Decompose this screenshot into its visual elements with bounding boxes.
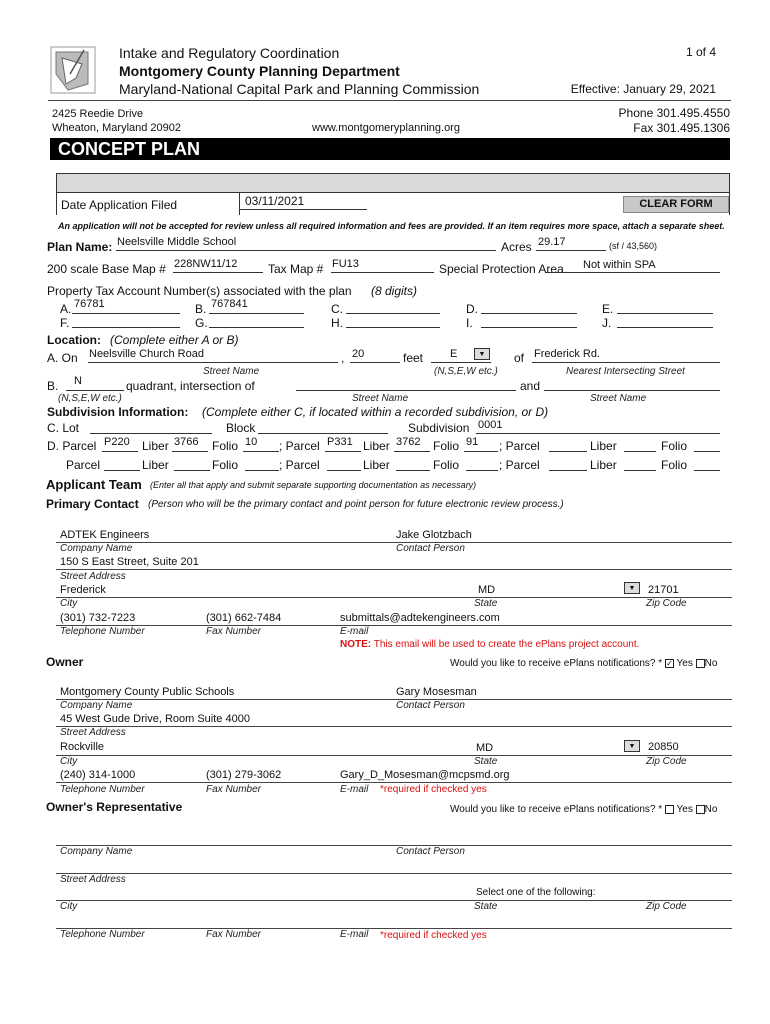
owner-required-note: *required if checked yes (380, 784, 487, 795)
owner-no-checkbox[interactable] (696, 659, 705, 668)
date-filed-label: Date Application Filed (61, 198, 178, 212)
owner-email-input[interactable]: Gary_D_Mosesman@mcpsmd.org (340, 769, 510, 781)
owner-city-input[interactable]: Rockville (60, 741, 105, 753)
liber-1-input[interactable]: 3766 (174, 436, 199, 448)
base-map-label: 200 scale Base Map # (47, 262, 166, 276)
primary-company-input[interactable]: ADTEK Engineers (60, 529, 150, 541)
chevron-down-icon[interactable]: ▼ (624, 740, 640, 752)
owner-company-input[interactable]: Montgomery County Public Schools (60, 686, 235, 698)
location-note: (Complete either A or B) (110, 333, 239, 347)
tax-account-d[interactable] (481, 313, 577, 314)
parcel-3-input[interactable] (549, 451, 587, 452)
owner-phone-input[interactable]: (240) 314-1000 (60, 769, 136, 781)
primary-contact-label: Primary Contact (46, 497, 139, 511)
primary-fax-input[interactable]: (301) 662-7484 (206, 612, 282, 624)
parcel-6-input[interactable] (549, 470, 587, 471)
header-line1: Intake and Regulatory Coordination (119, 45, 340, 61)
primary-city-input[interactable]: Frederick (60, 584, 106, 596)
page-number: 1 of 4 (685, 45, 716, 59)
header-divider (48, 100, 731, 101)
block-input[interactable] (258, 433, 388, 434)
primary-state-select[interactable]: MD (478, 584, 496, 596)
location-feet-input[interactable]: 20 (352, 348, 365, 360)
nearest-street-input[interactable]: Frederick Rd. (534, 348, 601, 360)
intersection-street2-input[interactable] (544, 390, 720, 391)
page-title: CONCEPT PLAN (58, 139, 201, 159)
tax-account-c[interactable] (346, 313, 440, 314)
primary-phone-input[interactable]: (301) 732-7223 (60, 612, 136, 624)
spa-input[interactable]: Not within SPA (583, 259, 656, 271)
liber-3-input[interactable] (624, 451, 656, 452)
tax-account-f[interactable] (72, 327, 180, 328)
department-name: Montgomery County Planning Department (119, 63, 400, 79)
folio-6-input[interactable] (694, 470, 720, 471)
liber-6-input[interactable] (624, 470, 656, 471)
owner-contact-input[interactable]: Gary Mosesman (396, 686, 477, 698)
rep-street-input[interactable] (56, 873, 732, 874)
plan-name-label: Plan Name: (47, 240, 113, 254)
tax-account-label: Property Tax Account Number(s) associated with the plan (47, 284, 352, 298)
tax-account-e[interactable] (617, 313, 713, 314)
liber-5-input[interactable] (396, 470, 430, 471)
location-street-input[interactable]: Neelsville Church Road (89, 348, 204, 360)
liber-2-input[interactable]: 3762 (396, 436, 421, 448)
parcel-4-input[interactable] (104, 470, 140, 471)
folio-5-input[interactable] (466, 470, 498, 471)
tax-account-j[interactable] (617, 327, 713, 328)
title-bar (50, 138, 730, 160)
intersection-street1-input[interactable] (296, 390, 516, 391)
rep-no-checkbox[interactable] (696, 805, 705, 814)
rep-phone-input[interactable] (56, 928, 732, 929)
notice-text: An application will not be accepted for review unless all required information and fees are provided. If an item requires more space, attach a separate sheet. (58, 221, 725, 231)
effective-date: Effective: January 29, 2021 (570, 82, 716, 96)
folio-3-input[interactable] (694, 451, 720, 452)
date-filed-box (56, 173, 730, 215)
quadrant-input[interactable]: N (74, 375, 82, 387)
subdivision-label: Subdivision Information: (47, 405, 189, 419)
parcel-5-input[interactable] (327, 470, 361, 471)
subdivision-note: (Complete either C, if located within a recorded subdivision, or D) (202, 405, 549, 419)
owner-zip-input[interactable]: 20850 (648, 741, 679, 753)
tax-account-note: (8 digits) (371, 284, 418, 298)
mncppc-logo-icon (48, 44, 98, 96)
acres-label: Acres (501, 240, 532, 254)
base-map-input[interactable]: 228NW11/12 (174, 258, 238, 270)
primary-contact-note: (Person who will be the primary contact and point person for future electronic review process.) (148, 499, 564, 510)
owner-state-select[interactable]: MD (476, 742, 494, 754)
location-label: Location: (47, 333, 101, 347)
chevron-down-icon[interactable]: ▼ (624, 582, 640, 594)
tax-map-input[interactable]: FU13 (332, 258, 359, 270)
owner-yes-checkbox[interactable]: ✓ (666, 658, 673, 668)
primary-contact-input[interactable]: Jake Glotzbach (396, 529, 472, 541)
tax-account-a[interactable]: 76781 (74, 298, 105, 310)
chevron-down-icon[interactable]: ▼ (474, 348, 490, 360)
tax-account-h[interactable] (346, 327, 440, 328)
clear-form-button[interactable]: CLEAR FORM (623, 196, 729, 213)
owner-label: Owner (46, 655, 84, 669)
rep-state-select[interactable]: Select one of the following: (476, 887, 596, 898)
website: www.montgomeryplanning.org (312, 122, 460, 134)
parcel-1-input[interactable]: P220 (104, 436, 130, 448)
parcel-2-input[interactable]: P331 (327, 436, 353, 448)
rep-eplans-question: Would you like to receive ePlans notifications? * Yes No (450, 804, 718, 815)
owner-street-input[interactable]: 45 West Gude Drive, Room Suite 4000 (60, 713, 250, 725)
fax-number: Fax 301.495.1306 (633, 121, 730, 135)
folio-2-input[interactable]: 91 (466, 436, 479, 448)
rep-company-input[interactable] (56, 845, 732, 846)
address-line2: Wheaton, Maryland 20902 (52, 122, 182, 134)
rep-required-note: *required if checked yes (380, 930, 487, 941)
rep-city-input[interactable] (56, 900, 732, 901)
primary-street-input[interactable]: 150 S East Street, Suite 201 (60, 556, 199, 568)
applicant-team-note: (Enter all that apply and submit separate supporting documentation as necessary) (150, 480, 477, 490)
acres-input[interactable]: 29.17 (538, 236, 566, 248)
tax-map-label: Tax Map # (268, 262, 324, 276)
tax-account-g[interactable] (209, 327, 304, 328)
sf-note: (sf / 43,560) (609, 241, 658, 251)
owners-representative-label: Owner's Representative (46, 800, 183, 814)
phone-number: Phone 301.495.4550 (618, 106, 730, 120)
applicant-team-label: Applicant Team (46, 477, 142, 492)
tax-account-i[interactable] (481, 327, 577, 328)
address-line1: 2425 Reedie Drive (52, 108, 144, 120)
primary-email-input[interactable]: submittals@adtekengineers.com (340, 612, 500, 624)
plan-name-input[interactable]: Neelsville Middle School (117, 236, 237, 248)
lot-input[interactable] (90, 433, 212, 434)
liber-4-input[interactable] (174, 470, 210, 471)
commission-name: Maryland-National Capital Park and Planning Commission (119, 81, 480, 97)
primary-zip-input[interactable]: 21701 (648, 584, 679, 596)
subdivision-input[interactable]: 0001 (478, 419, 503, 431)
spa-label: Special Protection Area (439, 262, 564, 276)
location-direction-select[interactable]: E (450, 348, 458, 360)
owner-fax-input[interactable]: (301) 279-3062 (206, 769, 282, 781)
email-note: NOTE: This email will be used to create the ePlans project account. (340, 639, 640, 650)
date-filed-input[interactable]: 03/11/2021 (245, 194, 305, 208)
folio-1-input[interactable]: 10 (245, 436, 258, 448)
rep-yes-checkbox[interactable] (665, 805, 674, 814)
tax-account-b[interactable]: 767841 (211, 298, 248, 310)
folio-4-input[interactable] (245, 470, 279, 471)
owner-eplans-question: Would you like to receive ePlans notifications? * ✓ Yes No (450, 658, 718, 669)
